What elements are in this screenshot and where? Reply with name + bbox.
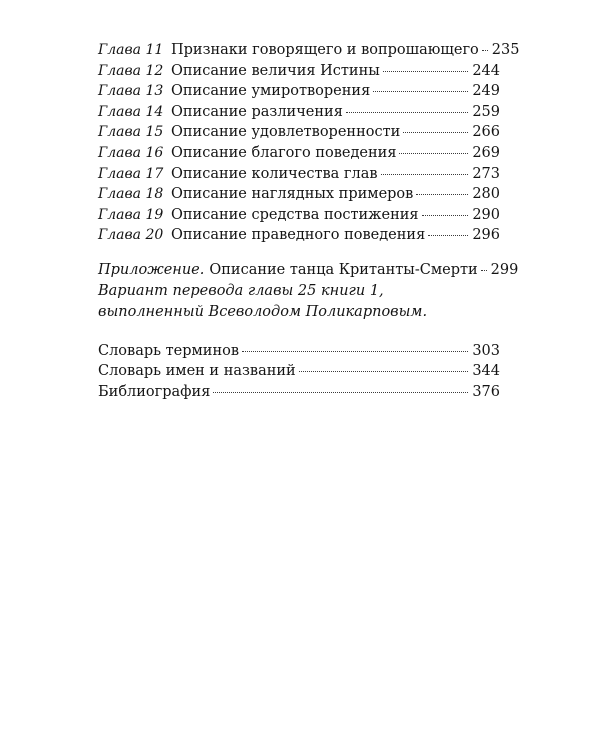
chapter-title: Описание наглядных примеров — [171, 186, 414, 203]
appendix-note-line-1: Вариант перевода главы 25 книги 1, — [98, 282, 384, 299]
dot-leader — [416, 194, 468, 195]
toc-entry-glossary[interactable] — [98, 341, 500, 362]
table-of-contents — [98, 40, 520, 402]
chapter-label: Глава 17 — [98, 165, 164, 182]
toc-entry-chapter-15[interactable] — [98, 122, 500, 143]
page-number: 244 — [472, 62, 500, 79]
section-spacer — [98, 323, 500, 341]
dot-leader — [482, 50, 488, 51]
page-number: 259 — [472, 103, 500, 120]
dot-leader — [428, 235, 468, 236]
chapter-label: Глава 13 — [98, 83, 164, 100]
chapter-label: Глава 15 — [98, 124, 164, 141]
chapter-label: Глава 11 — [98, 42, 164, 58]
dot-leader — [346, 112, 468, 113]
dot-leader — [481, 270, 487, 271]
chapter-label: Глава 14 — [98, 103, 164, 120]
chapter-title: Описание умиротворения — [171, 83, 371, 100]
chapter-title: Признаки говорящего и вопрошающего — [171, 42, 479, 58]
page-number: 249 — [472, 83, 500, 100]
chapter-title: Описание количества глав — [171, 165, 378, 182]
page-number: 273 — [472, 165, 500, 182]
toc-entry-appendix[interactable] — [98, 260, 519, 281]
chapter-label: Глава 18 — [98, 186, 164, 203]
toc-entry-chapter-14[interactable] — [98, 102, 500, 123]
appendix-title: Описание танца Кританты-Смерти — [209, 261, 478, 278]
section-spacer — [98, 246, 500, 260]
page-number: 296 — [472, 227, 500, 244]
page-number: 280 — [472, 186, 500, 203]
toc-entry-chapter-13[interactable] — [98, 81, 500, 102]
dot-leader — [381, 174, 469, 175]
toc-entry-chapter-12[interactable] — [98, 61, 500, 82]
toc-entry-chapter-18[interactable] — [98, 184, 500, 205]
page-number: 376 — [472, 383, 500, 400]
chapter-title: Описание удовлетворенности — [171, 124, 401, 141]
page-number: 235 — [491, 42, 520, 58]
dot-leader — [373, 91, 468, 92]
entry-title: Библиография — [98, 383, 211, 400]
dot-leader — [422, 215, 469, 216]
chapter-title: Описание праведного поведения — [171, 227, 426, 244]
chapter-title: Описание благого поведения — [171, 144, 397, 161]
dot-leader — [399, 153, 468, 154]
toc-entry-names-index[interactable] — [98, 361, 500, 382]
toc-entry-chapter-16[interactable] — [98, 143, 500, 164]
toc-entry-chapter-11[interactable] — [98, 40, 520, 61]
chapter-label: Глава 16 — [98, 144, 164, 161]
toc-entry-chapter-20[interactable] — [98, 225, 500, 246]
dot-leader — [299, 371, 469, 372]
page-number: 266 — [472, 124, 500, 141]
chapter-title: Описание различения — [171, 103, 343, 120]
page-number: 303 — [472, 342, 500, 359]
entry-title: Словарь имен и названий — [98, 363, 296, 380]
entry-title: Словарь терминов — [98, 342, 240, 359]
dot-leader — [383, 71, 469, 72]
chapter-title: Описание величия Истины — [171, 62, 380, 79]
dot-leader — [403, 132, 468, 133]
toc-entry-bibliography[interactable] — [98, 382, 500, 403]
toc-entry-chapter-17[interactable] — [98, 164, 500, 185]
page-number: 290 — [472, 206, 500, 223]
chapter-label: Глава 20 — [98, 227, 164, 244]
page-number: 299 — [490, 261, 519, 278]
page-number: 269 — [472, 144, 500, 161]
chapter-label: Глава 19 — [98, 206, 164, 223]
chapter-label: Глава 12 — [98, 62, 164, 79]
chapter-title: Описание средства постижения — [171, 206, 419, 223]
page-number: 344 — [472, 363, 500, 380]
appendix-note-line-2: выполненный Всеволодом Поликарповым. — [98, 303, 428, 320]
appendix-label: Приложение. — [98, 261, 205, 278]
toc-entry-chapter-19[interactable] — [98, 205, 500, 226]
dot-leader — [213, 392, 468, 393]
dot-leader — [242, 351, 468, 352]
